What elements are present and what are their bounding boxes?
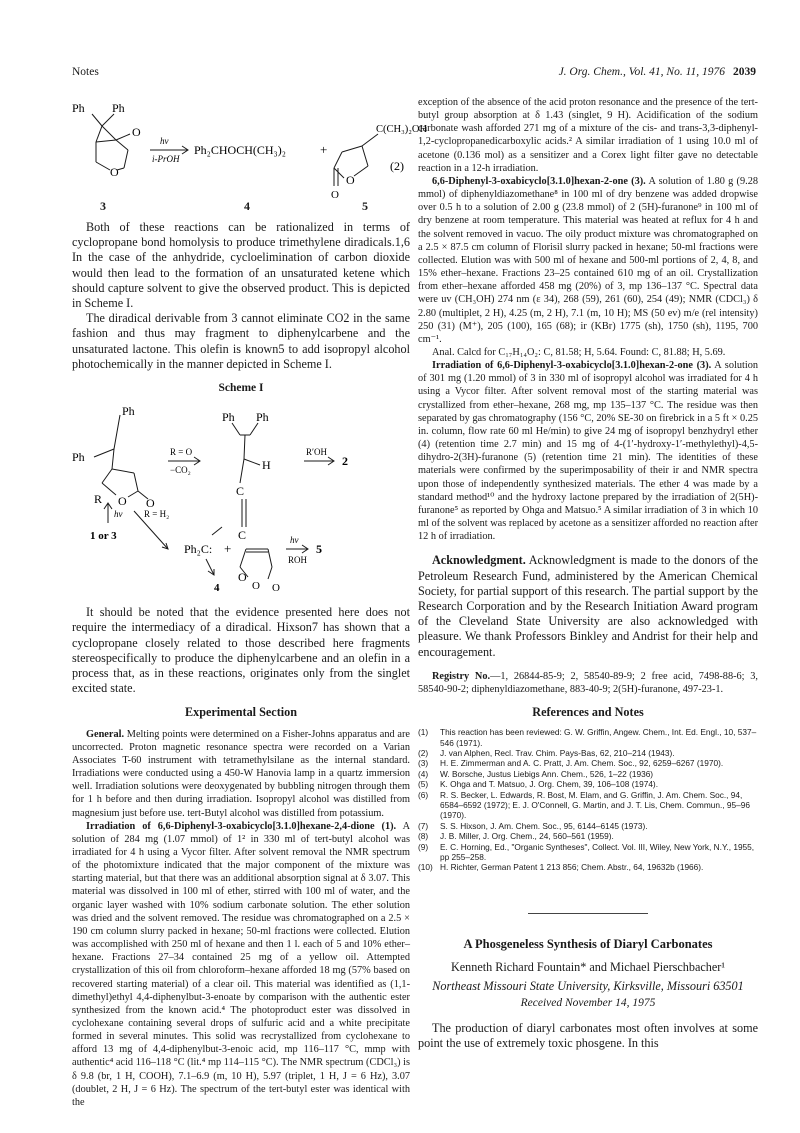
scheme-1-diagram	[72, 399, 410, 599]
reference-number: (10)	[418, 862, 433, 873]
scheme-rh2: R = H₂	[144, 509, 170, 520]
scheme-product-2: 2	[342, 454, 348, 469]
reference-number: (3)	[418, 758, 429, 769]
eq-label-3: 3	[100, 199, 106, 213]
reference-text: E. C. Horning, Ed., "Organic Syntheses", Collect. Vol. III, Wiley, New York, N.Y., 1955, pp 255–258.	[440, 841, 755, 863]
scheme-ph-3: Ph	[222, 410, 235, 425]
scheme-ph-4: Ph	[256, 410, 269, 425]
scheme-product-5: 5	[316, 542, 322, 557]
scheme-hv: hν	[114, 509, 123, 520]
general-lead: General.	[86, 728, 125, 740]
acknowledgment-paragraph	[418, 553, 758, 659]
article-authors: Kenneth Richard Fountain* and Michael Pierschbacher¹	[450, 960, 726, 975]
scheme-ph-1: Ph	[122, 404, 135, 419]
scheme-start-label: 1 or 3	[90, 530, 117, 543]
eq-plus: +	[320, 142, 328, 157]
continued-paragraph: exception of the absence of the acid proton resonance and the presence of the tert-butyl group absorption at δ 1.43 (singlet, 9 H). Acidification of the sodium carbonate wash afforded 271 mg of a mixture of the cis- and trans-3,3-diphenyl-1,2-cyclopropanedicarboxylic acids.² A similar irradiation of 1 using 10.0 ml of acetone (0.136 mol) as a sensitizer and a Corex light filter gave no detectable reaction in a 12-h irradiation.	[418, 97, 758, 174]
scheme-o-ring: O	[118, 494, 127, 509]
scheme-o-ketene: O	[238, 570, 247, 585]
references-heading: References and Notes	[532, 705, 644, 720]
irradiation-3-paragraph	[418, 359, 758, 543]
scheme-c-2: C	[238, 528, 247, 543]
right-column	[418, 96, 758, 1051]
scheme-arrow1-top: R = O	[170, 447, 193, 458]
scheme-ph-2: Ph	[72, 450, 85, 465]
irradiation-3-text: A solution of 301 mg (1.20 mmol) of 3 in 330 ml of isopropyl alcohol was irradiated for 4 h using a Vycor filter. After solvent removal most of the starting material was crystallized from ether–hexane, 268 mg, mp 135–137 °C. The residue was then separated by gas chromatography (156 °C, 20% SE-30 on firebrick in a 5 ft × 0.25 in. column, flow rate 60 ml He/min) to give 24 mg of isopropyl benzhydryl ether (4) (retention time 2.7 min) and 15 mg of 4-(1′-hydroxy-1′-methylethyl)-4,5-dihydro-2(3H)-furanone (5) (retention time 21 min). The identities of these materials were confirmed by the superimposability of their ir and NMR spectra upon those of independently synthesized materials. The ether 4 was made by a standard method¹⁰ and the hydroxy lactone prepared by the irradiation of 2(5H)-furanone⁵ as reported by Ohga and Matsuo.⁵ A similar irradiation of 3 in which 10 ml of the solvent was replaced by acetone as a sensitizer afforded no reaction after 12 h of irradiation.	[418, 360, 758, 543]
eq-o-ketone: O	[132, 125, 141, 139]
eq-arrow-top: hν	[160, 136, 169, 146]
reference-item	[418, 758, 758, 768]
article-title: A Phosgeneless Synthesis of Diaryl Carbonates	[463, 936, 713, 951]
reference-number: (8)	[418, 831, 429, 842]
reference-text: H. Richter, German Patent 1 213 856; Chem. Abstr., 64, 19632b (1966).	[440, 862, 704, 873]
irradiation-1-text: A solution of 284 mg (1.07 mmol) of 1² in 330 ml of tert-butyl alcohol was irradiated for 4 h using a Vycor filter. After solvent removal the NMR spectrum of the photomixture indicated that the major component of the mixture was starting material, but that there was an additional absorption signal at δ 3.07. This material was dissolved in 100 ml of ether, stirred with 100 ml of water, and the organic layer washed with 10% sodium carbonate solution. The ether solution was dried and the solvent removed. The residue was chromatographed on a 2.5 × 190 cm column slurry packed in hexane; 50-ml fractions were collected. Elution was accomplished with 250 ml of hexane and then 1 l. each of 5 and 10% ether–hexane. Fractions 27–34 contained 25 mg of a yellow oil. Attempted crystallization of this oil from chloroform–hexane afforded 18 mg (57% based on recovered starting material) of a clear oil. This material was identified as (1,1-dimethyl)ethyl 4,4-diphenylbut-3-enoate by comparison with the authentic ester synthesized from the known acid.⁴ The photoproduct ester was dissolved in cyclohexane containing several drops of sulfuric acid and a white precipitate formed in several minutes. This solid was recrystallized from cyclohexane to afford 13 mg of 4,4-diphenylbut-3-enoic acid, mp 116–117 °C, mmp with authentic⁴ acid 116–118 °C (lit.⁴ mp 114–115 °C). The NMR spectrum (CDCl₃) is δ 9.8 (br, 1 H, COOH), 7.1–6.9 (m, 10 H), 5.97 (triplet, 1 H, J = 6 Hz), 3.07 (doublet, 2 H, J = 6 Hz). The spectrum of the tert-butyl ester was identical with the	[72, 820, 411, 1108]
reference-text: S. S. Hixson, J. Am. Chem. Soc., 95, 6144–6145 (1973).	[440, 820, 648, 831]
reference-number: (6)	[418, 789, 429, 800]
reference-number: (2)	[418, 748, 429, 759]
scheme-o-carbonyl: O	[146, 496, 155, 511]
registry-text: —1, 26844-85-9; 2, 58540-89-9; 2 free acid, 7498-88-6; 3, 58540-90-2; diphenyldiazomethane, 883-40-9; 2(5H)-furanone, 497-23-1.	[418, 670, 759, 695]
general-text: Melting points were determined on a Fisher-Johns apparatus and are uncorrected. Proton magnetic resonance spectra were recorded on a Varian Associates T-60 instrument with tetramethylsilane as the internal standard. Irradiations were conducted using a 450-W Hanovia lamp in a quartz immersion well. Irradiation solutions were deoxygenated by bubbling nitrogen through them for 1 h before and then during irradiation. Isopropyl alcohol was distilled from magnesium just before use. tert-Butyl alcohol was distilled from potassium.	[72, 728, 410, 819]
eq-label-5: 5	[362, 199, 368, 213]
synthesis-3-text: A solution of 1.80 g (9.28 mmol) of diphenyldiazomethane⁸ in 100 ml of dry benzene was added dropwise over 0.5 h to a solution of 2.00 g (23.8 mmol) of 2 (5H)-furanone⁹ in 100 ml of dry benzene at room temperature. This material was heated at reflux for 4 h and the solvent removed in vacuo. The oily product mixture was chromatographed on a 2.5 × 87.5 cm column of Florisil slurry packed in hexane; 50-ml fractions were collected. Elution was with 500 ml of hexane and 500-ml portions of 2, 4, 8, and 15% ether–hexane. Fractions 23–25 contained 610 mg of an oil. Crystallization from ether–hexane afforded 458 mg (20%) of 3, mp 136–137 °C. Spectral data were uv (CH₃OH) 274 nm (ε 34), 268 (59), 261 (60), 254 (49); NMR (CDCl₃) δ 2.80 (multiplet, 2 H), 4.25 (m, 2 H), 7.1 (m, 10 H); MS (50 ev) m/e (rel intensity) 250 (31) (M⁺), 205 (100), 165 (68); ir (KBr) 1775 (sh), 1750 (sh), 1195, 700 cm⁻¹.	[418, 175, 758, 345]
article-affiliation: Northeast Missouri State University, Kirksville, Missouri 63501	[432, 979, 744, 994]
registry-lead: Registry No.	[432, 670, 491, 682]
scheme-c-1: C	[236, 484, 245, 499]
scheme-arrow3-top: hν	[290, 535, 299, 546]
synthesis-3-paragraph	[418, 175, 758, 346]
intro-paragraph-1: Both of these reactions can be rationalized in terms of cyclopropane bond homolysis to produce trimethylene diradicals.1,6 In the case of the anhydride, cycloelimination of carbon dioxide would then lead to the formation of an unsaturated ketene which should capture solvent to give the observed product. This is depicted in Scheme I.	[72, 220, 410, 311]
synthesis-3-lead: 6,6-Diphenyl-3-oxabicyclo[3.1.0]hexan-2-one (3).	[432, 175, 646, 187]
references-list	[418, 727, 758, 873]
reference-item	[418, 790, 758, 821]
discussion-paragraph: It should be noted that the evidence presented here does not require the intermediacy of a diradical. Hixson7 has shown that a cyclopropane closely related to those described here fragments stereospecifically to produce the diphenylcarbene and an olefin in a process that, as in these reactions, originates only from the singlet excited state.	[72, 605, 410, 696]
reaction-equation-2	[72, 100, 428, 201]
reference-text: This reaction has been reviewed: G. W. Griffin, Angew. Chem., Int. Ed. Engl., 10, 537–546 (1971).	[440, 727, 757, 748]
scheme-carbene: Ph₂C:	[184, 542, 213, 557]
registry-paragraph	[418, 670, 758, 696]
reference-text: H. E. Zimmerman and A. C. Pratt, J. Am. Chem. Soc., 92, 6259–6267 (1970).	[440, 758, 724, 769]
reference-item	[418, 821, 758, 831]
scheme-o-furanone-ring: O	[252, 580, 260, 593]
scheme-label-4: 4	[214, 582, 220, 595]
reference-number: (4)	[418, 768, 429, 779]
irradiation-1-paragraph	[72, 820, 410, 1109]
eq-o-lactone-carbonyl: O	[331, 189, 339, 201]
eq-o-lactone-ring: O	[346, 173, 355, 187]
scheme-arrow3-bottom: ROH	[288, 555, 308, 566]
article-divider	[528, 913, 648, 914]
irradiation-1-lead: Irradiation of 6,6-Diphenyl-3-oxabicyclo[3.1.0]hexane-2,4-dione (1).	[86, 820, 397, 832]
scheme-plus: +	[224, 541, 232, 557]
eq-substituent: C(CH₃)₂OH	[376, 124, 428, 135]
scheme-r-substituent: R	[94, 492, 103, 507]
running-header-journal	[559, 66, 756, 78]
eq-ph-left: Ph	[72, 101, 85, 115]
reference-number: (7)	[418, 820, 429, 831]
reference-text: W. Borsche, Justus Liebigs Ann. Chem., 526, 1–22 (1936)	[440, 768, 654, 779]
article-intro-paragraph: The production of diaryl carbonates most often involves at some point the use of extremely toxic phosgene. In this	[418, 1020, 758, 1050]
scheme-title: Scheme I	[218, 382, 264, 395]
intro-paragraph-2: The diradical derivable from 3 cannot eliminate CO2 in the same fashion and thus may fragment to diphenylcarbene and the unsaturated lactone. This olefin is known5 to add isopropyl alcohol photochemically in the manner depicted in Scheme I.	[72, 311, 410, 371]
reference-item	[418, 842, 758, 863]
reference-number: (5)	[418, 779, 429, 790]
reference-number: (1)	[418, 727, 429, 738]
reference-text: J. B. Miller, J. Org. Chem., 24, 560–561 (1959).	[440, 831, 614, 842]
eq-label-4: 4	[244, 199, 250, 213]
eq-o-ring: O	[110, 165, 119, 179]
running-header-section: Notes	[72, 66, 99, 78]
eq-product-ether: Ph₂CHOCH(CH₃)₂	[194, 143, 286, 157]
acknowledgment-lead: Acknowledgment.	[432, 553, 526, 568]
page-number: 2039	[733, 66, 756, 78]
analysis-paragraph: Anal. Calcd for C₁₇H₁₄O₂: C, 81.58; H, 5.64. Found: C, 81.88; H, 5.69.	[432, 346, 726, 358]
left-column	[72, 96, 428, 1109]
reference-item	[418, 779, 758, 789]
reference-text: K. Ohga and T. Matsuo, J. Org. Chem, 39, 106–108 (1974).	[440, 779, 658, 790]
eq-number: (2)	[390, 159, 404, 173]
irradiation-3-lead: Irradiation of 6,6-Diphenyl-3-oxabicyclo[3.1.0]hexan-2-one (3).	[432, 360, 712, 372]
article-received-date: Received November 14, 1975	[520, 997, 656, 1010]
experimental-heading: Experimental Section	[184, 705, 298, 720]
scheme-o-furanone-carbonyl: O	[272, 582, 280, 595]
eq-arrow-bottom: i-PrOH	[152, 154, 180, 164]
general-paragraph	[72, 728, 410, 820]
scheme-h: H	[262, 458, 271, 473]
scheme-arrow1-bottom: −CO₂	[170, 465, 191, 476]
reference-item	[418, 769, 758, 779]
reference-text: J. van Alphen, Recl. Trav. Chim. Pays-Bas, 62, 210–214 (1943).	[440, 748, 675, 759]
reference-item	[418, 748, 758, 758]
journal-citation: J. Org. Chem., Vol. 41, No. 11, 1976	[558, 66, 725, 78]
reference-item	[418, 727, 758, 748]
reference-item	[418, 831, 758, 841]
acknowledgment-text: Acknowledgment is made to the donors of the Petroleum Research Fund, administered by the American Chemical Society, for partial support of this research. The partial support by the Research Corporation and by the Research Initiation Award program of the Cleveland State University are also acknowledged with pleasure. We thank Professors Binkley and Andrist for their help and encouragement.	[418, 553, 758, 659]
eq-labels	[72, 200, 410, 216]
reference-item	[418, 862, 758, 872]
eq-ph-right: Ph	[112, 101, 125, 115]
reference-text: R. S. Becker, L. Edwards, R. Bost, M. Elam, and G. Griffin, J. Am. Chem. Soc., 94, 6584–6592 (1972); E. J. O'Connell, G. Martin, and J. T. Lis, Chem. Commun., 95–96 (1970).	[440, 789, 750, 821]
reference-number: (9)	[418, 841, 429, 852]
scheme-arrow2-top: R′OH	[306, 447, 327, 458]
